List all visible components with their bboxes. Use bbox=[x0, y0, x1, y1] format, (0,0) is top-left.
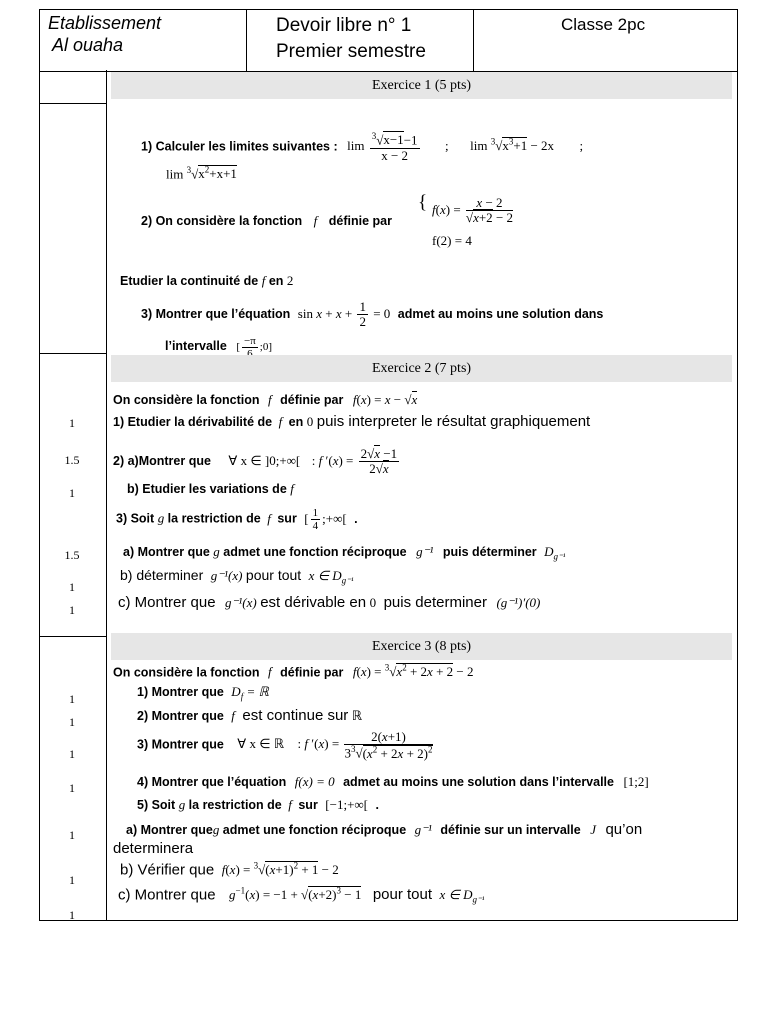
ex2-domain-ginv: $D_{g^{-1}}$ bbox=[544, 544, 566, 562]
devoir-title: Devoir libre n° 1 bbox=[276, 15, 412, 36]
ex3-qc-cond: x ∈ $D_{g^{-1}}$ bbox=[439, 887, 485, 905]
ex2-intro: On considère la fonction f définie par f(x) = x − √x bbox=[113, 392, 418, 407]
ex2-q2a: 2) a)Montrer que ∀ x ∈ ]0;+∞[ : f ′(x) = $\frac{2√x -1}{2√x}$ bbox=[113, 447, 405, 477]
ex1-brace: { bbox=[418, 192, 428, 213]
ex1-q1: 1) Calculer les limites suivantes : lim $\frac{^3√x-1-1}{x - 2}$ ; $\lim ^3√x^3+1 - 2x$ ; bbox=[141, 131, 584, 163]
ex3-q1: 1) Montrer que $D_f$ = ℝ bbox=[137, 684, 269, 702]
ex2-q3c: c) Montrer que g⁻¹(x) est dérivable en 0 puis determiner (g⁻¹)′(0) bbox=[118, 594, 541, 611]
ex2-points-q3b: 1 bbox=[69, 580, 75, 594]
ex1-q3-interval: [ −π ;0] bbox=[236, 335, 272, 354]
ex1-q3: 3) Montrer que l’équation sin x + x + $\frac{1}{2}$ = 0 admet au moins une solution dans bbox=[141, 299, 604, 330]
ex3-q5: 5) Soit g la restriction de f sur [−1;+∞[ . bbox=[137, 797, 379, 812]
ex3-derivative: : f ′(x) = $\frac{2(x+1)}{3^3√(x^2 + 2x + 2)^2}$ bbox=[297, 729, 433, 761]
exercise-1-title: Exercice 1 (5 pts) bbox=[111, 72, 732, 99]
ex2-points-q3c: 1 bbox=[69, 603, 75, 617]
ex2-q1: 1) Etudier la dérivabilité de f en 0 puis interpreter le résultat graphiquement bbox=[113, 413, 591, 430]
ex3-qa-line2: determinera bbox=[113, 840, 194, 857]
ex3-qc: c) Montrer que $g^{-1}(x) = -1 + √(x+2)^3 - 1$ pour tout x ∈ $D_{g^{-1}}$ bbox=[118, 886, 485, 905]
ex2-f-definition: f(x) = x − √x bbox=[352, 392, 418, 407]
ex3-q2: 2) Montrer que f est continue sur ℝ bbox=[137, 707, 363, 724]
ex1-q3-interval-line: l’intervalle [ −π ;0] bbox=[165, 335, 272, 354]
ex2-q3a: a) Montrer que g admet une fonction réciproque g⁻¹ puis déterminer $D_{g^{-1}}$ bbox=[123, 544, 566, 562]
ex1-limit-3: $\lim ^3√x^2+x+1$ bbox=[166, 165, 237, 182]
ex3-q4: 4) Montrer que l’équation f(x) = 0 admet au moins une solution dans l’intervalle [1;2] bbox=[137, 774, 649, 789]
ex3-points-qc: 1 bbox=[69, 908, 75, 922]
ex3-qa: a) Montrer queg admet une fonction réciproque g⁻¹ définie sur un intervalle J qu’on bbox=[126, 821, 643, 838]
ex2-q3b-cond: x ∈ $D_{g^{-1}}$ bbox=[308, 568, 354, 586]
ex3-points-q4: 1 bbox=[69, 781, 75, 795]
header-class-cell bbox=[473, 10, 737, 71]
header-school-cell bbox=[40, 10, 247, 71]
ex2-q3b: b) déterminer g⁻¹(x) pour tout x ∈ $D_{g^{-1}}$ bbox=[120, 567, 354, 586]
ex3-intro: On considère la fonction f définie par $f(x) = ^3√x^2 + 2x + 2 - 2$ bbox=[113, 663, 474, 680]
ex1-limit-1: lim $\frac{^3√x-1-1}{x - 2}$ bbox=[347, 131, 418, 163]
ex3-qb-equation: $f(x) = ^3√(x+1)^2 + 1 - 2$ bbox=[221, 861, 339, 878]
ex2-points-q1: 1 bbox=[69, 416, 75, 430]
ex1-continuity: Etudier la continuité de f en 2 bbox=[120, 273, 294, 288]
class-label: Classe 2pc bbox=[561, 15, 646, 34]
ex1-q2: 2) On considère la fonction f définie par bbox=[141, 213, 392, 228]
exercise-table bbox=[39, 70, 738, 921]
ex2-points-q2a: 1.5 bbox=[64, 453, 80, 467]
points-row-divider bbox=[40, 636, 106, 637]
points-row-divider bbox=[40, 103, 106, 104]
exercise-3-title: Exercice 3 (8 pts) bbox=[111, 633, 732, 660]
ex2-points-q2b: 1 bbox=[69, 486, 75, 500]
ex1-q1-label: 1) Calculer les limites suivantes : bbox=[141, 139, 338, 154]
ex3-points-q1: 1 bbox=[69, 692, 75, 706]
ex3-points-qb: 1 bbox=[69, 873, 75, 887]
ex3-points-q2: 1 bbox=[69, 715, 75, 729]
header-devoir-cell bbox=[246, 10, 474, 71]
ex3-domain: $D_f$ = ℝ bbox=[231, 684, 269, 702]
school-name-line1: Etablissement bbox=[48, 13, 162, 33]
ex2-q3: 3) Soit g la restriction de f sur [ $\frac{1}{4}$ ;+∞[ . bbox=[116, 507, 358, 533]
ex2-q2b: b) Etudier les variations de f bbox=[127, 481, 294, 496]
points-row-divider bbox=[40, 353, 106, 354]
ex2-q3-interval: [ $\frac{1}{4}$ ;+∞[ bbox=[304, 507, 347, 533]
ex1-limit-2: $\lim ^3√x^3+1 - 2x$ bbox=[470, 137, 555, 154]
ex3-qb: b) Vérifier que $f(x) = ^3√(x+1)^2 + 1 - 2$ bbox=[120, 861, 339, 879]
semester-label: Premier semestre bbox=[276, 41, 426, 62]
exercise-2-title: Exercice 2 (7 pts) bbox=[111, 355, 732, 382]
ex3-qc-equation: $g^{-1}(x) = -1 + √(x+2)^3 - 1$ bbox=[229, 886, 362, 903]
ex1-piecewise-case-1: f(x) = $\frac{x - 2}{√x+2 - 2}$ bbox=[432, 195, 514, 226]
ex3-points-q3: 1 bbox=[69, 747, 75, 761]
ex3-points-qa: 1 bbox=[69, 828, 75, 842]
ex1-piecewise-case-2: f(2) = 4 bbox=[432, 233, 472, 248]
points-column-divider bbox=[106, 70, 107, 920]
ex3-q3: 3) Montrer que ∀ x ∈ ℝ : f ′(x) = $\frac{2(x+1)}{3^3√(x^2 + 2x + 2)^2}$ bbox=[137, 729, 433, 761]
ex2-derivative: : f ′(x) = $\frac{2√x -1}{2√x}$ bbox=[311, 446, 398, 477]
ex3-f-definition: $f(x) = ^3√x^2 + 2x + 2 - 2$ bbox=[352, 663, 474, 680]
header-table bbox=[39, 9, 738, 72]
school-name-line2: Al ouaha bbox=[52, 35, 124, 55]
ex2-points-q3a: 1.5 bbox=[64, 548, 80, 562]
ex1-q3-equation: sin x + x + $\frac{1}{2}$ = 0 bbox=[297, 299, 391, 330]
